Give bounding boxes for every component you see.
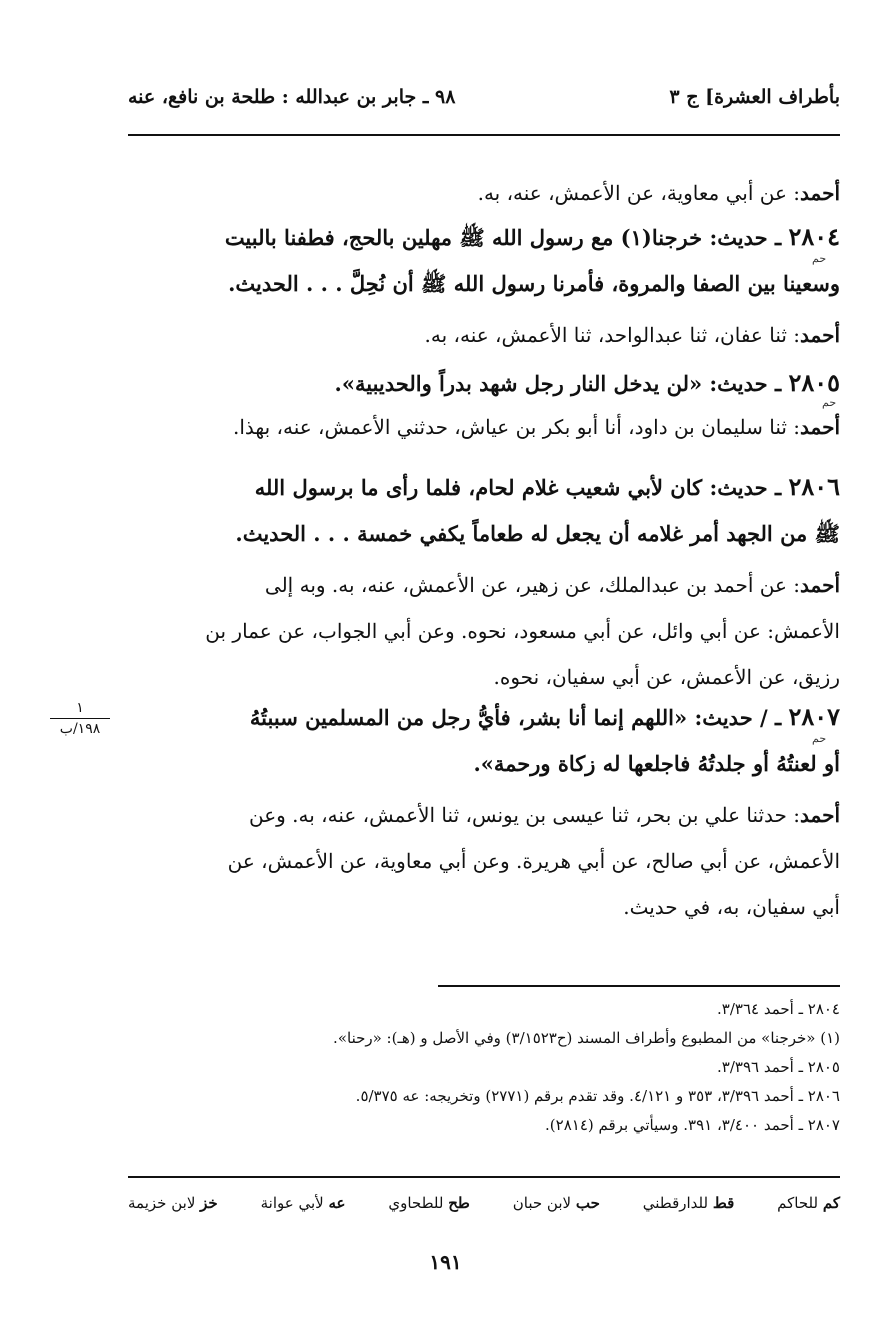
source-text: : عن أبي معاوية، عن الأعمش، عنه، به. [477,181,801,205]
source-text: : ثنا عفان، ثنا عبدالواحد، ثنا الأعمش، عنه، به. [424,323,801,347]
hadith-entry [128,214,840,307]
footnote: ٢٨٠٦ ـ أحمد ٣/٣٩٦، ٣٥٣ و ٤/١٢١. وقد تقدم برقم (٢٧٧١) وتخريجه: عه ٥/٣٧٥. [355,1087,840,1105]
hadith-text-line: ﷺ من الجهد أمر غلامه أن يجعل له طعاماً يكفي خمسة . . . الحديث. [235,521,840,546]
footnote: (١) «خرجنا» من المطبوع وأطراف المسند (ح٣/١٥٢٣) وفي الأصل و (هـ): «رحنا». [333,1029,840,1047]
hadith-number: ٢٨٠٥ [788,368,840,397]
folio-number: ١ [76,700,84,716]
hadith-number: ٢٨٠٦ [788,472,840,501]
source-block [128,792,840,930]
source-text-line: الأعمش: عن أبي وائل، عن أبي مسعود، نحوه. وعن أبي الجواب، عن عمار بن [205,619,840,643]
abbreviation-item: قط للدارقطني [642,1194,735,1212]
running-head [128,86,840,120]
hadith-text-line: أو لعنتُهُ أو جلدتُهُ فاجلعها له زكاة ورحمة». [473,751,840,776]
source-text-line: رزيق، عن الأعمش، عن أبي سفيان، نحوه. [493,665,840,689]
footnote-rule [438,985,840,987]
hadith-text-line: ـ / حديث: «اللهم إنما أنا بشر، فأيُّ رجل من المسلمين سببتُهُ [249,705,782,730]
page-number: ١٩١ [429,1250,462,1274]
source-text-line: أبي سفيان، به، في حديث. [623,895,840,919]
abbreviation-item: حب لابن حبان [512,1194,600,1212]
abbreviation-item: خز لابن خزيمة [128,1194,218,1212]
footnote: ٢٨٠٥ ـ أحمد ٣/٣٩٦. [717,1058,840,1076]
abbreviation-item: كم للحاكم [777,1194,840,1212]
siglum: حم [812,732,827,745]
source-label: أحمد [800,415,840,439]
source-text-line: : عن أحمد بن عبدالملك، عن زهير، عن الأعمش، عنه، به. وبه إلى [264,573,801,597]
hadith-number: ٢٨٠٤ [788,222,840,251]
source-label: أحمد [800,803,840,827]
footnote: ٢٨٠٧ ـ أحمد ٣/٤٠٠، ٣٩١. وسيأتي برقم (٢٨١٤). [545,1116,840,1134]
hadith-entry [128,360,840,407]
hadith-text-line: ـ حديث: كان لأبي شعيب غلام لحام، فلما رأى ما برسول الله [254,475,782,500]
footnotes [128,995,840,1140]
source-text-line: الأعمش، عن أبي صالح، عن أبي هريرة. وعن أبي معاوية، عن الأعمش، عن [227,849,840,873]
hadith-text-line: ـ حديث: «لن يدخل النار رجل شهد بدراً والحديبية». [334,371,782,396]
source-line [128,404,840,450]
running-head-left: ٩٨ ـ جابر بن عبدالله : طلحة بن نافع، عنه [128,86,456,108]
source-block [128,562,840,700]
source-label: أحمد [800,181,840,205]
bottom-rule [128,1176,840,1178]
abbreviation-item: طح للطحاوي [388,1194,470,1212]
folio-reference: ١٩٨/ب [59,721,101,737]
hadith-text-line: وسعينا بين الصفا والمروة، فأمرنا رسول الله ﷺ أن نُحِلَّ . . . الحديث. [228,271,840,296]
hadith-number: ٢٨٠٧ [788,702,840,731]
manuscript-folio-note [44,700,116,737]
running-head-right: بأطراف العشرة] ج ٣ [669,86,840,108]
siglum: حم [812,252,827,265]
abbreviation-key [128,1194,840,1212]
source-label: أحمد [800,573,840,597]
hadith-entry [128,464,840,557]
source-label: أحمد [800,323,840,347]
source-text: : ثنا سليمان بن داود، أنا أبو بكر بن عياش، حدثني الأعمش، عنه، بهذا. [232,415,801,439]
source-line [128,312,840,358]
source-text-line: : حدثنا علي بن بحر، ثنا عيسى بن يونس، ثنا الأعمش، عنه، به. وعن [248,803,801,827]
footnote: ٢٨٠٤ ـ أحمد ٣/٣٦٤. [717,1000,840,1018]
hadith-entry [128,694,840,787]
siglum: حم [822,396,837,409]
hadith-text-line: ـ حديث: خرجنا(١) مع رسول الله ﷺ مهلين بالحج، فطفنا بالبيت [224,225,782,250]
header-rule [128,134,840,136]
folio-divider [50,718,110,719]
abbreviation-item: عه لأبي عوانة [260,1194,346,1212]
source-line [128,170,840,216]
